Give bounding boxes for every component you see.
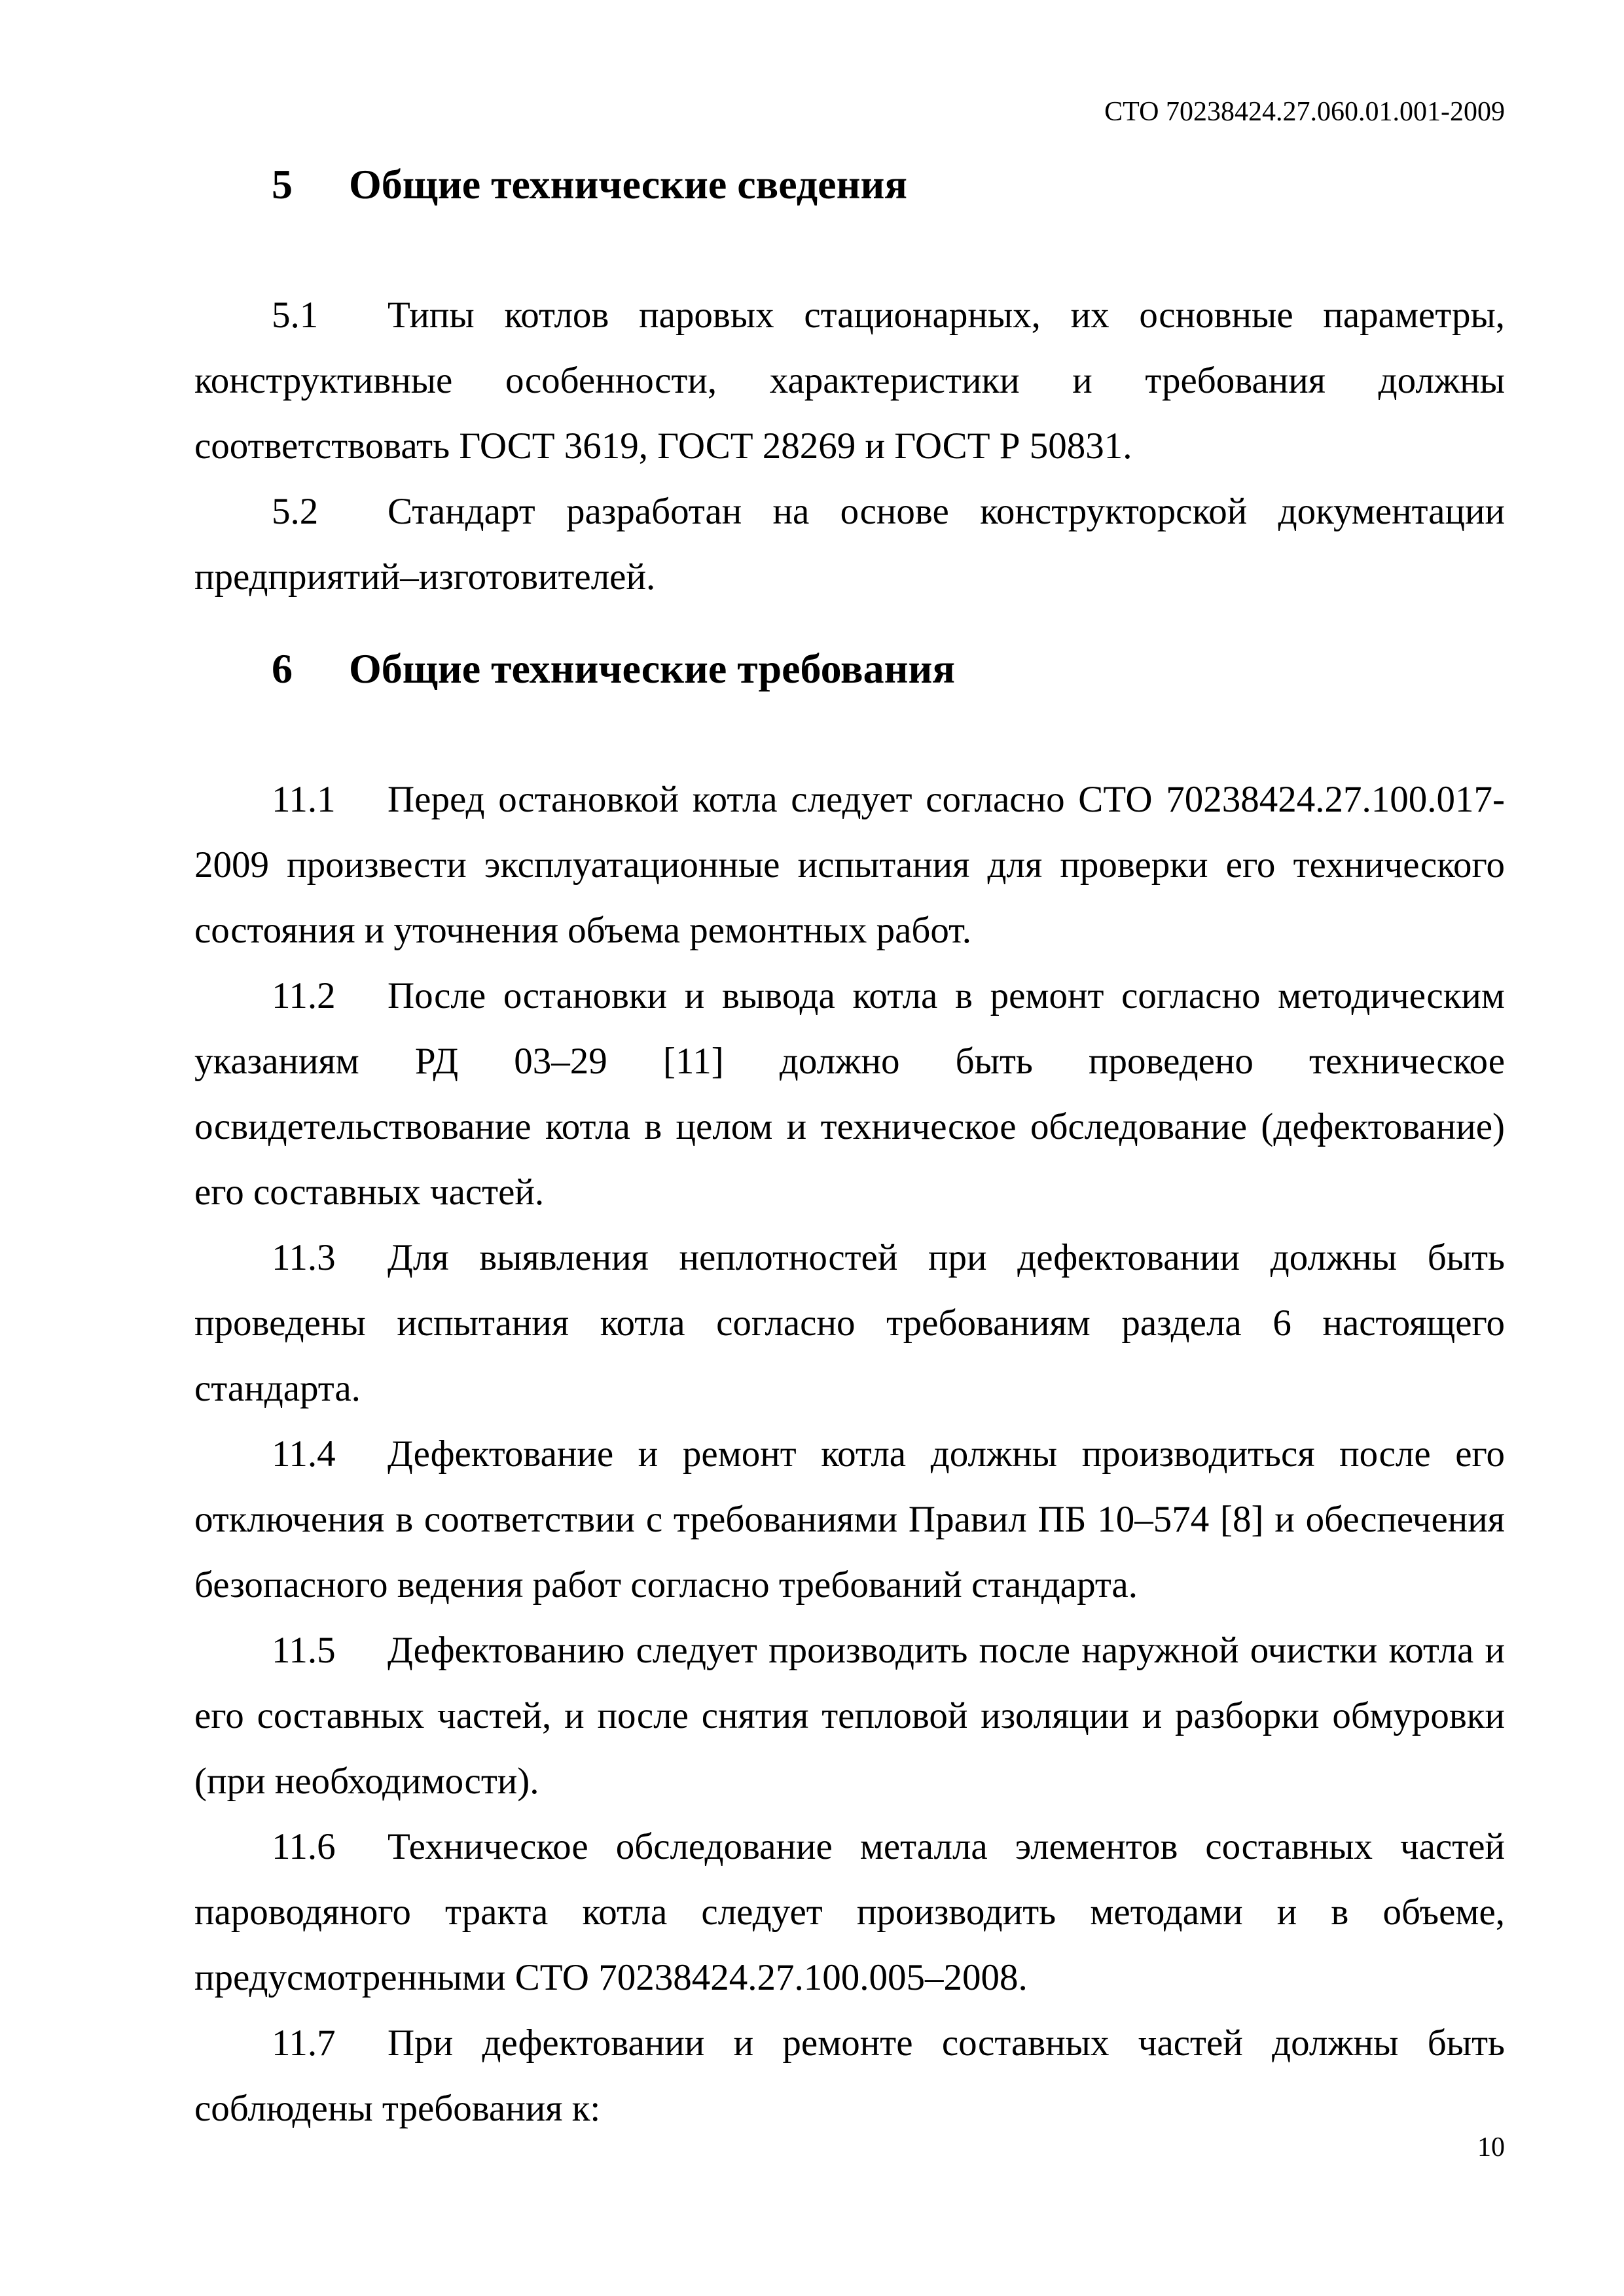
- paragraph-number: 5.2: [272, 491, 319, 532]
- paragraph-number: 11.7: [272, 2022, 336, 2064]
- paragraph-11-6: [194, 1814, 1505, 2011]
- paragraph-11-4: [194, 1422, 1505, 1618]
- section-heading-5: [194, 152, 1505, 217]
- paragraph-text: Дефектованию следует производить после наружной очистки котла и его составных частей, и после снятия тепловой изоляции и разборки обмуровки (при необходимости).: [194, 1630, 1505, 1802]
- paragraph-11-1: [194, 767, 1505, 963]
- paragraph-text: Стандарт разработан на основе конструкторской документации предприятий–изготовителей.: [194, 491, 1505, 598]
- spacer: [194, 217, 1505, 283]
- paragraph-text: Типы котлов паровых стационарных, их основные параметры, конструктивные особенности, характеристики и требования должны соответствовать ГОСТ 3619, ГОСТ 28269 и ГОСТ Р 50831.: [194, 295, 1505, 467]
- section-title: Общие технические сведения: [349, 161, 907, 207]
- paragraph-5-1: [194, 283, 1505, 479]
- paragraph-text: Для выявления неплотностей при дефектовании должны быть проведены испытания котла согласно требованиям раздела 6 настоящего стандарта.: [194, 1237, 1505, 1409]
- paragraph-text: Дефектование и ремонт котла должны производиться после его отключения в соответствии с требованиями Правил ПБ 10–574 [8] и обеспечения безопасного ведения работ согласно требований стандарта.: [194, 1433, 1505, 1605]
- section-title: Общие технические требования: [349, 645, 955, 692]
- spacer: [194, 610, 1505, 636]
- spacer: [194, 702, 1505, 767]
- section-heading-6: [194, 636, 1505, 702]
- document-code: СТО 70238424.27.060.01.001-2009: [1104, 97, 1505, 127]
- paragraph-text: Перед остановкой котла следует согласно СТО 70238424.27.100.017-2009 произвести эксплуатационные испытания для проверки его технического состояния и уточнения объема ремонтных работ.: [194, 779, 1505, 951]
- paragraph-number: 11.5: [272, 1630, 336, 1671]
- section-number: 5: [272, 161, 293, 207]
- paragraph-5-2: [194, 479, 1505, 610]
- paragraph-text: При дефектовании и ремонте составных частей должны быть соблюдены требования к:: [194, 2022, 1505, 2129]
- paragraph-11-2: [194, 963, 1505, 1225]
- paragraph-number: 5.1: [272, 295, 319, 336]
- paragraph-11-3: [194, 1225, 1505, 1422]
- paragraph-11-5: [194, 1618, 1505, 1814]
- page-number: 10: [1477, 2132, 1505, 2162]
- paragraph-text: Техническое обследование металла элементов составных частей пароводяного тракта котла следует производить методами и в объеме, предусмотренными СТО 70238424.27.100.005–2008.: [194, 1826, 1505, 1998]
- paragraph-number: 11.1: [272, 779, 336, 820]
- page-content: [194, 152, 1505, 2142]
- paragraph-number: 11.4: [272, 1433, 336, 1475]
- paragraph-number: 11.2: [272, 975, 336, 1016]
- paragraph-number: 11.3: [272, 1237, 336, 1278]
- section-number: 6: [272, 645, 293, 692]
- paragraph-text: После остановки и вывода котла в ремонт согласно методическим указаниям РД 03–29 [11] должно быть проведено техническое освидетельствование котла в целом и техническое обследование (дефектование) его составных частей.: [194, 975, 1505, 1213]
- paragraph-11-7: [194, 2011, 1505, 2142]
- paragraph-number: 11.6: [272, 1826, 336, 1867]
